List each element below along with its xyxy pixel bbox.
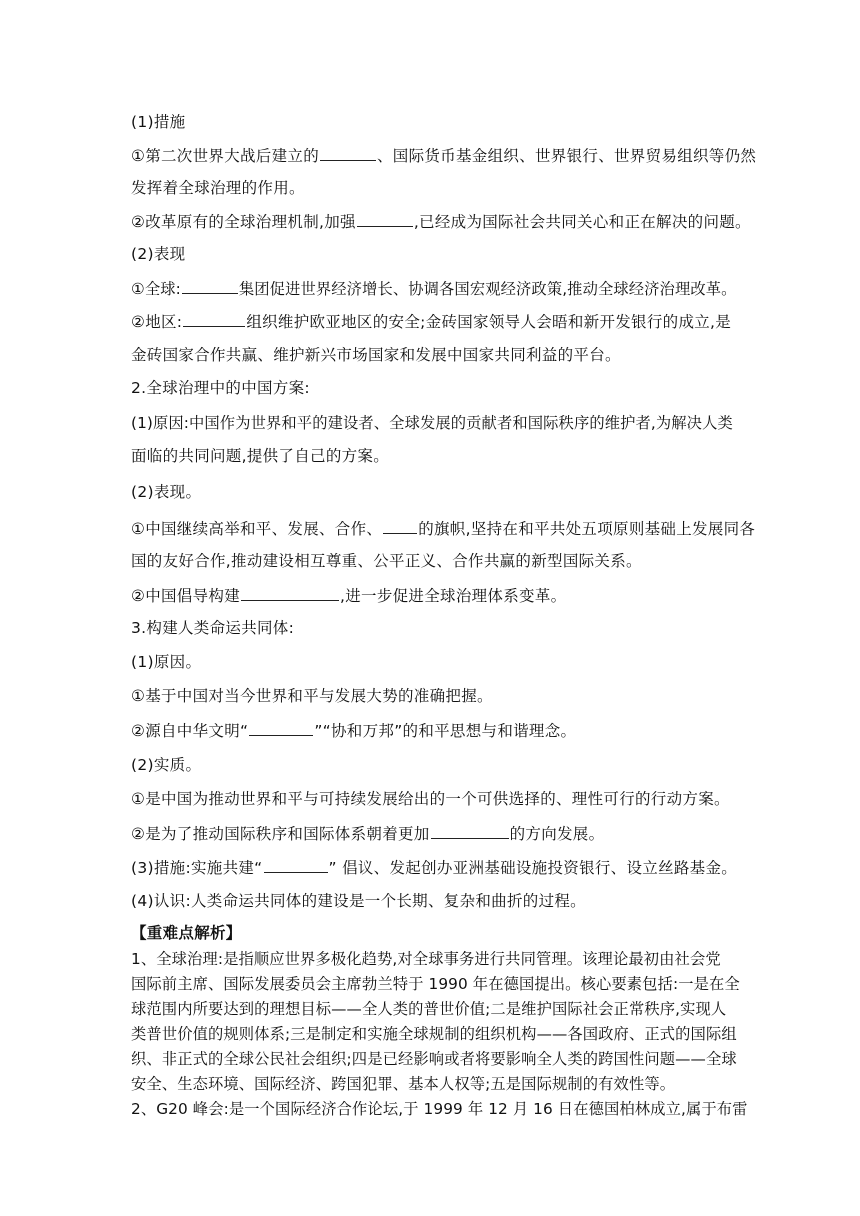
text: 、国际货币基金组织、世界银行、世界贸易组织等仍然 [377, 147, 757, 165]
text-line [131, 482, 201, 502]
text: 球范围内所要达到的理想目标——全人类的普世价值;二是维护国际社会正常秩序,实现人 [131, 1000, 727, 1018]
text: (1)原因:中国作为世界和平的建设者、全球发展的贡献者和国际秩序的维护者,为解决人类 [131, 414, 733, 432]
text: 3.构建人类命运共同体: [131, 619, 295, 637]
text: 2.全球治理中的中国方案: [131, 379, 310, 397]
text-line [131, 755, 201, 775]
text-line [131, 652, 201, 672]
text: ①中国继续高举和平、发展、合作、 [131, 520, 383, 538]
text: (2)表现 [131, 245, 186, 263]
analysis-heading [131, 923, 242, 943]
text-line [131, 211, 751, 232]
text-line [131, 446, 389, 466]
analysis-line [131, 1099, 748, 1119]
text: 织、非正式的全球公民社会组织;四是已经影响或者将要影响全人类的跨国性问题——全球 [131, 1050, 737, 1068]
text: ①全球: [131, 280, 181, 298]
text-line [131, 413, 733, 433]
text-line [131, 311, 731, 332]
fill-blank[interactable] [383, 518, 417, 534]
text: 【重难点解析】 [131, 924, 242, 942]
analysis-line [131, 1024, 737, 1044]
analysis-line [131, 974, 740, 994]
text: 的方向发展。 [509, 825, 605, 843]
text: ,已经成为国际社会共同关心和正在解决的问题。 [413, 213, 751, 231]
fill-blank[interactable] [249, 720, 313, 736]
section-heading-performance [131, 244, 185, 264]
text-line [131, 585, 566, 606]
text: 金砖国家合作共赢、维护新兴市场国家和发展中国家共同利益的平台。 [131, 346, 621, 364]
fill-blank[interactable] [320, 145, 376, 161]
fill-blank[interactable] [241, 585, 339, 601]
text-line [131, 178, 305, 198]
text: 集团促进世界经济增长、协调各国宏观经济政策,推动全球经济治理改革。 [238, 280, 737, 298]
text: 面临的共同问题,提供了自己的方案。 [131, 447, 390, 465]
analysis-line [131, 949, 721, 969]
text: ②源自中华文明“ [131, 722, 249, 740]
text: ”“协和万邦”的和平思想与和谐理念。 [314, 722, 577, 740]
text-line [131, 345, 621, 365]
text: ,进一步促进全球治理体系变革。 [340, 587, 567, 605]
text: 1、全球治理:是指顺应世界多极化趋势,对全球事务进行共同管理。该理论最初由社会党 [131, 950, 721, 968]
fill-blank[interactable] [182, 278, 238, 294]
text: ①基于中国对当今世界和平与发展大势的准确把握。 [131, 687, 493, 705]
section-heading-measures [131, 112, 185, 132]
text: ②地区: [131, 313, 183, 331]
fill-blank[interactable] [357, 211, 413, 227]
text: ①是中国为推动世界和平与可持续发展给出的一个可供选择的、理性可行的行动方案。 [131, 790, 730, 808]
fill-blank[interactable] [264, 857, 328, 873]
text: ①第二次世界大战后建立的 [131, 147, 319, 165]
text-line [131, 145, 756, 166]
section-heading-community [131, 618, 294, 638]
text: (3)措施:实施共建“ [131, 859, 263, 877]
analysis-line [131, 1074, 675, 1094]
fill-blank[interactable] [183, 311, 245, 327]
text: 国际前主席、国际发展委员会主席勃兰特于 1990 年在德国提出。核心要素包括:一是在全 [131, 975, 740, 993]
text: 组织维护欧亚地区的安全;金砖国家领导人会晤和新开发银行的成立,是 [246, 313, 732, 331]
text: 安全、生态环境、国际经济、跨国犯罪、基本人权等;五是国际规制的有效性等。 [131, 1075, 676, 1093]
text-line [131, 551, 642, 571]
text-line [131, 278, 737, 299]
text-line [131, 720, 576, 741]
analysis-line [131, 999, 726, 1019]
text: (4)认识:人类命运共同体的建设是一个长期、复杂和曲折的过程。 [131, 892, 586, 910]
text: 发挥着全球治理的作用。 [131, 179, 305, 197]
text-line [131, 857, 737, 878]
fill-blank[interactable] [431, 823, 509, 839]
text-line [131, 891, 586, 911]
text: (2)表现。 [131, 483, 202, 501]
text: 国的友好合作,推动建设相互尊重、公平正义、合作共赢的新型国际关系。 [131, 552, 642, 570]
text: ” 倡议、发起创办亚洲基础设施投资银行、设立丝路基金。 [328, 859, 738, 877]
text: 2、G20 峰会:是一个国际经济合作论坛,于 1999 年 12 月 16 日在德国柏林成立,属于布雷 [131, 1100, 748, 1118]
text: ②改革原有的全球治理机制,加强 [131, 213, 356, 231]
text: (2)实质。 [131, 756, 202, 774]
text-line [131, 823, 604, 844]
text: 的旗帜,坚持在和平共处五项原则基础上发展同各 [418, 520, 756, 538]
text: ②中国倡导构建 [131, 587, 240, 605]
text-line [131, 518, 755, 539]
text: 类普世价值的规则体系;三是制定和实施全球规制的组织机构——各国政府、正式的国际组 [131, 1025, 737, 1043]
text-line [131, 686, 493, 706]
text: ②是为了推动国际秩序和国际体系朝着更加 [131, 825, 430, 843]
text-line [131, 789, 730, 809]
section-heading-china-plan [131, 378, 310, 398]
analysis-line [131, 1049, 737, 1069]
text: (1)原因。 [131, 653, 202, 671]
text: (1)措施 [131, 113, 186, 131]
